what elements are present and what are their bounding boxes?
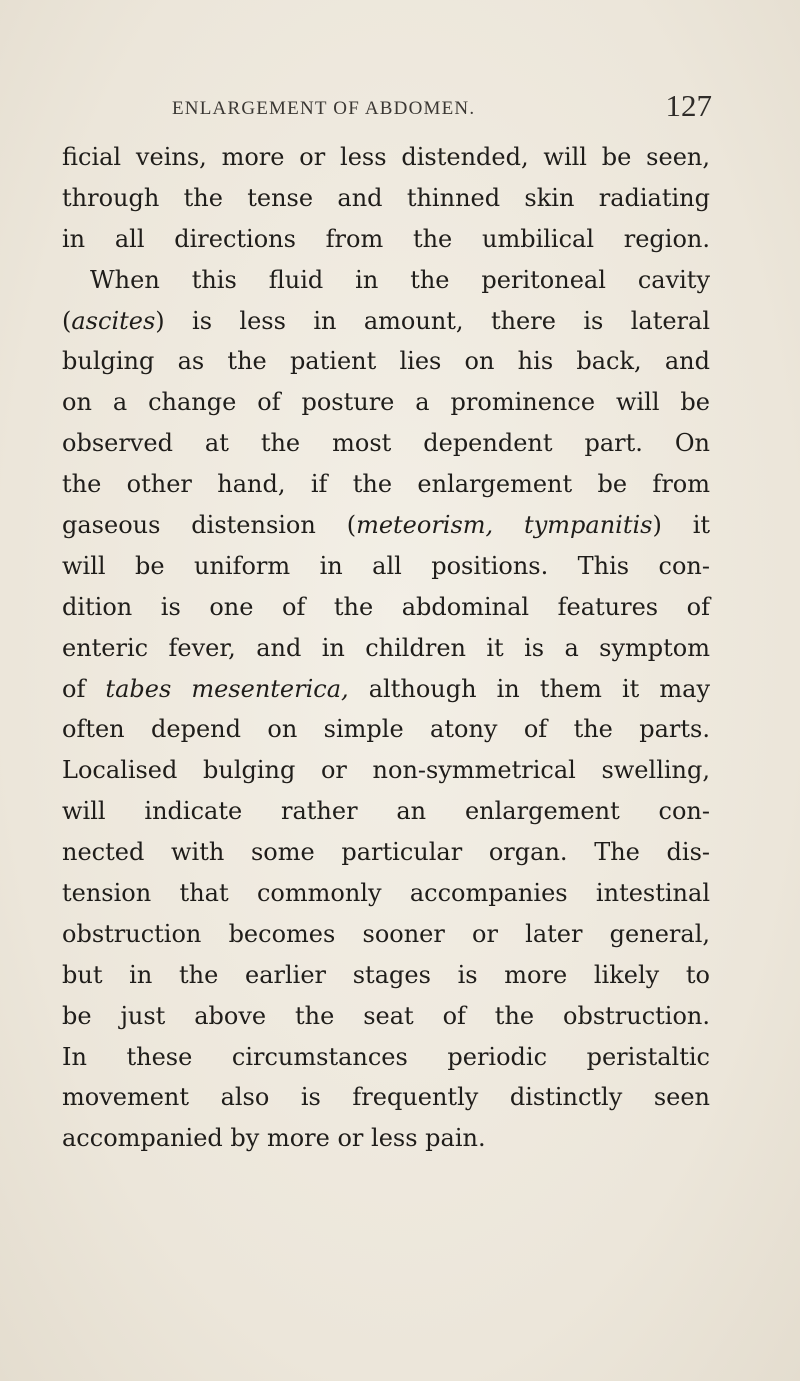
- italic-term: meteorism, tympanitis: [356, 511, 653, 540]
- text-line: ficial veins, more or less distended, will be seen,: [62, 143, 710, 171]
- text-line: Localised bulging or non-symmetrical swelling,: [62, 756, 710, 785]
- text-line: but in the earlier stages is more likely to: [62, 960, 710, 989]
- text-line: dition is one of the abdominal features of: [62, 592, 710, 621]
- running-head: [172, 88, 712, 128]
- text-line: enteric fever, and in children it is a symptom: [62, 633, 710, 662]
- text-line: accompanied by more or less pain.: [62, 1124, 486, 1153]
- text-line: nected with some particular organ. The dis-: [62, 838, 710, 867]
- text-line: [62, 669, 710, 710]
- paragraph-start-line: When this fluid in the peritoneal cavity: [90, 265, 710, 294]
- text-line: the other hand, if the enlargement be from: [62, 470, 710, 499]
- text-line: observed at the most dependent part. On: [62, 429, 710, 458]
- text-run: of: [62, 674, 106, 703]
- italic-term: tabes mesenterica,: [105, 674, 349, 703]
- text-line: In these circumstances periodic peristaltic: [62, 1042, 710, 1071]
- text-line: on a change of posture a prominence will be: [62, 388, 710, 417]
- text-line: in all directions from the umbilical region.: [62, 224, 710, 253]
- text-line: [62, 505, 710, 546]
- text-run: ) is less in amount, there is lateral: [155, 306, 710, 335]
- text-line: through the tense and thinned skin radiating: [62, 183, 710, 212]
- page-number: 127: [665, 88, 712, 123]
- text-run: ) it: [652, 511, 711, 540]
- body-text: [62, 137, 710, 1159]
- running-title: ENLARGEMENT OF ABDOMEN.: [172, 98, 476, 119]
- text-line: obstruction becomes sooner or later general,: [62, 919, 710, 948]
- text-line: be just above the seat of the obstruction.: [62, 1001, 710, 1030]
- italic-term: ascites: [71, 306, 156, 335]
- text-run: gaseous distension (: [62, 511, 357, 540]
- text-run: (: [62, 306, 72, 335]
- text-line: often depend on simple atony of the parts.: [62, 715, 710, 744]
- text-run: although in them it may: [348, 674, 710, 703]
- text-line: will indicate rather an enlargement con-: [62, 797, 710, 826]
- text-line: tension that commonly accompanies intestinal: [62, 879, 710, 908]
- text-line: movement also is frequently distinctly seen: [62, 1083, 710, 1112]
- text-line: [62, 301, 710, 342]
- text-line: bulging as the patient lies on his back, and: [62, 347, 710, 376]
- text-line: will be uniform in all positions. This con-: [62, 551, 710, 580]
